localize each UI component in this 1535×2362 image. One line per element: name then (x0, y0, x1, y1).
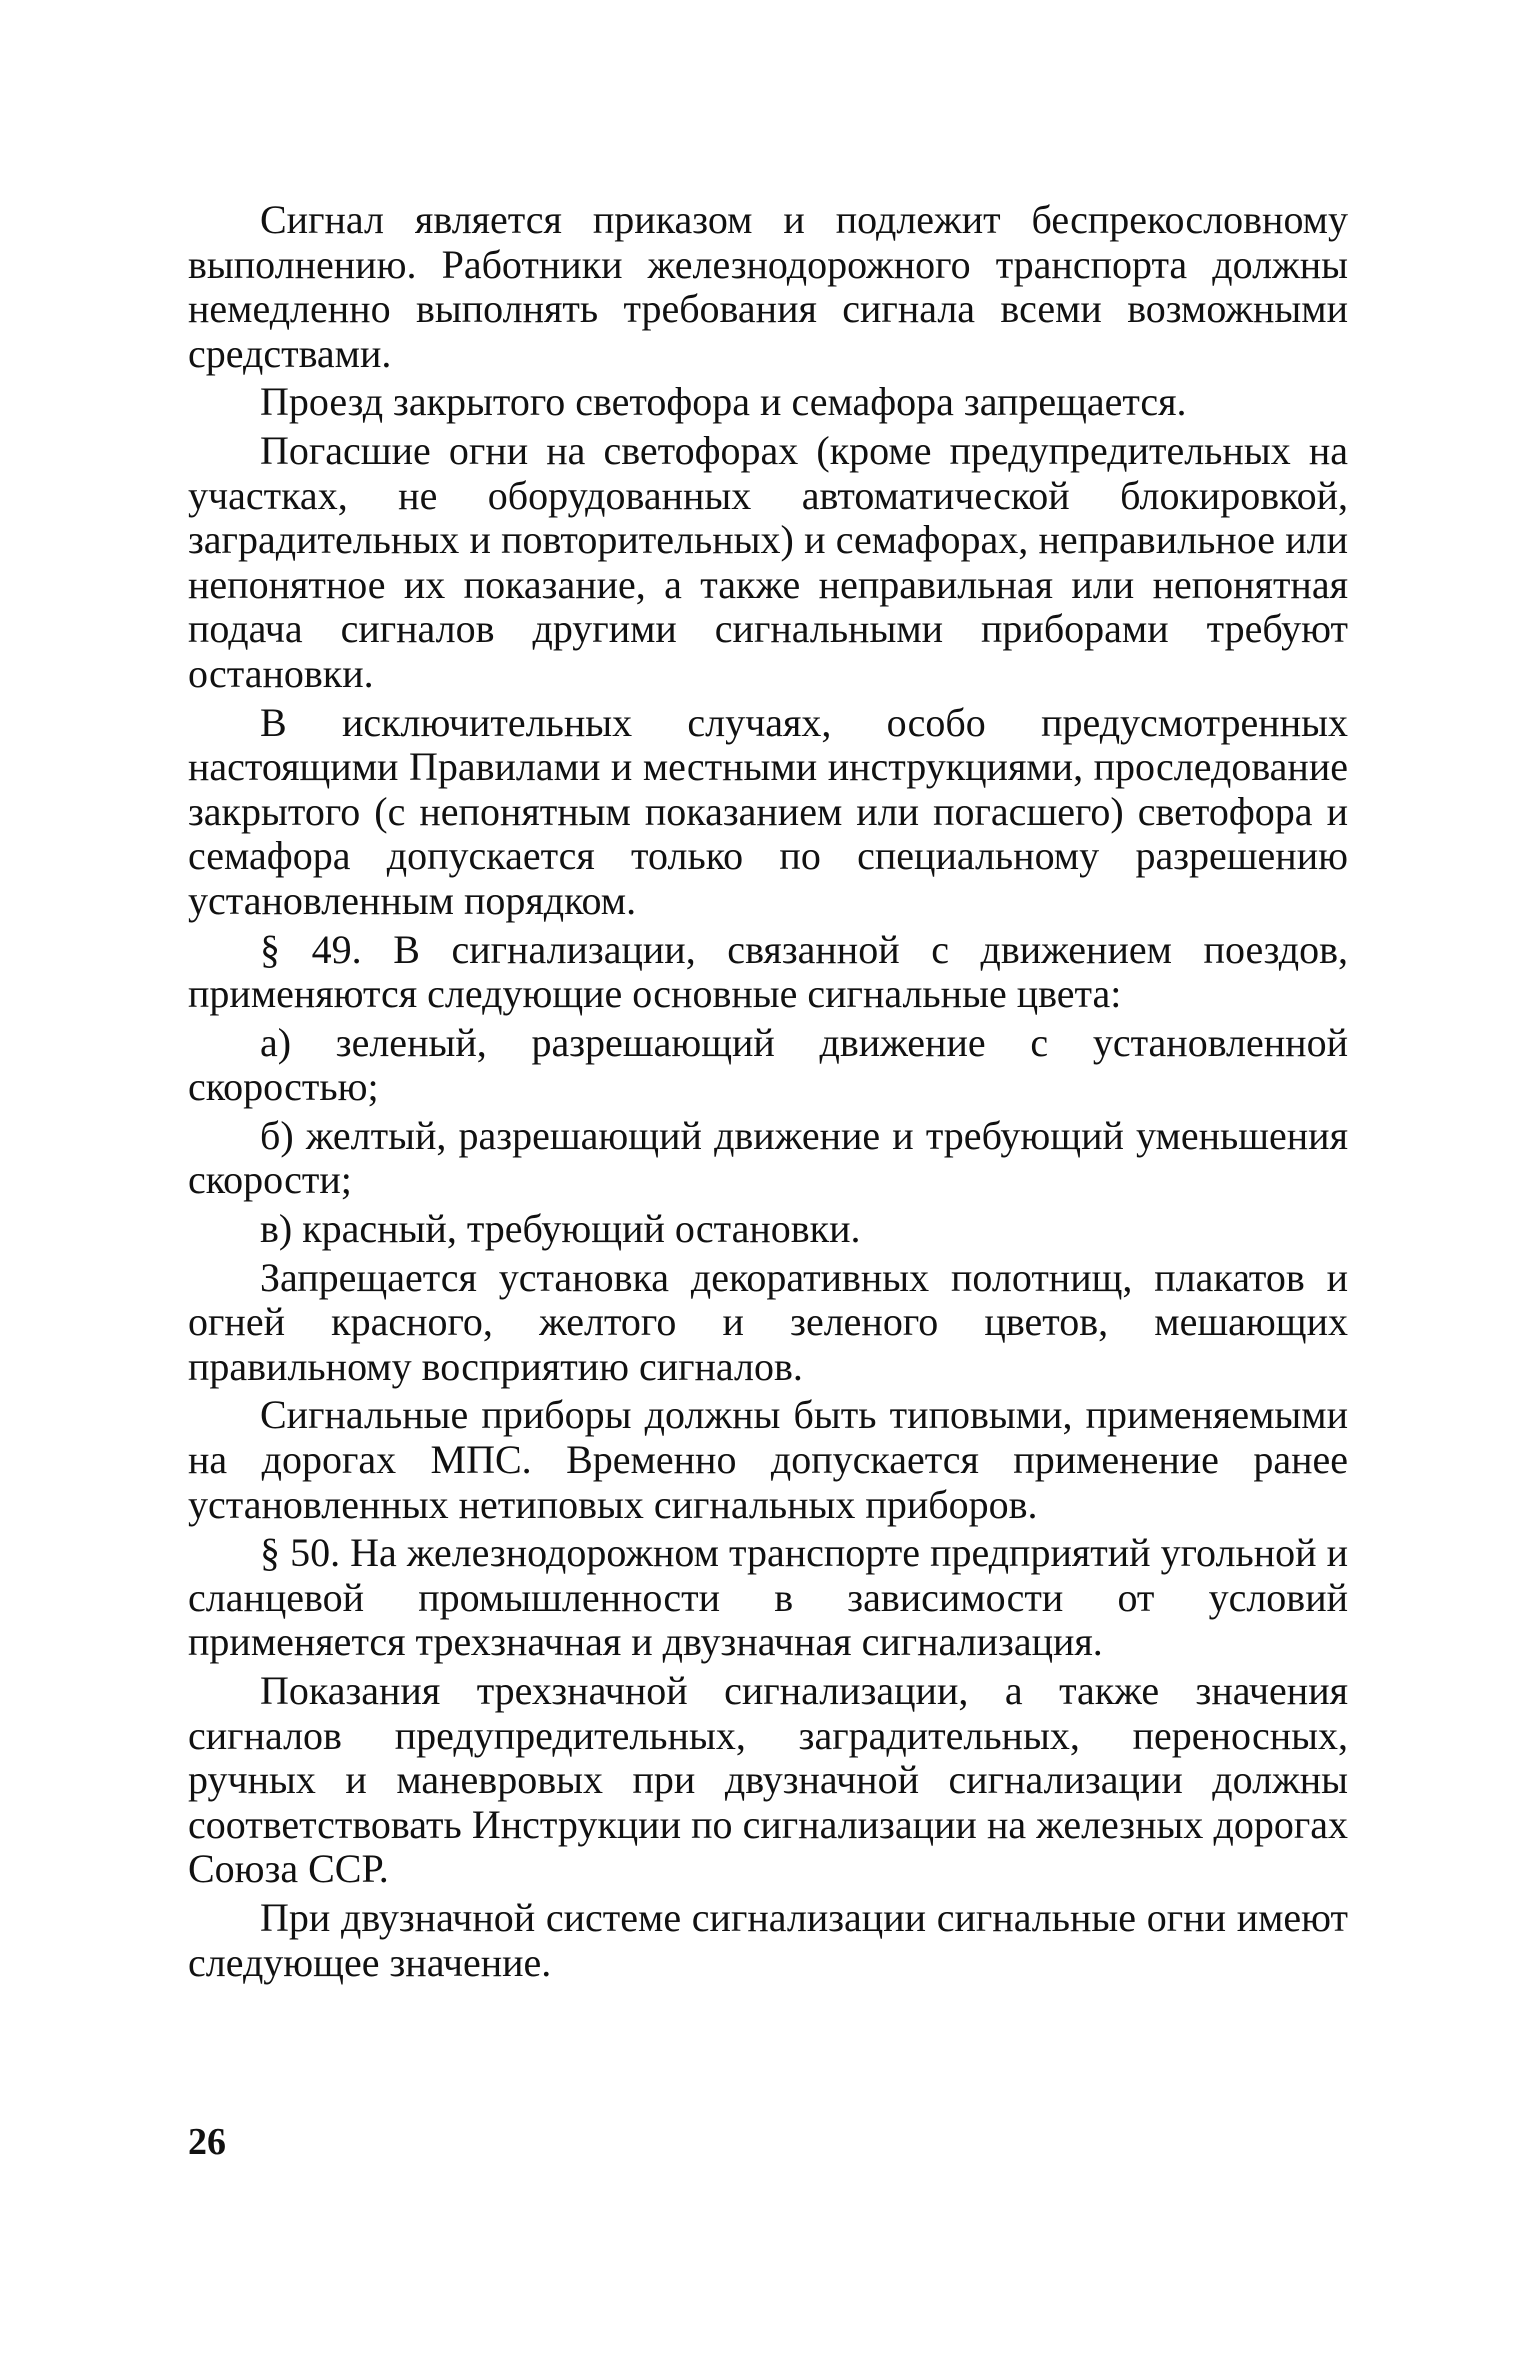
paragraph-standard-devices: Сигнальные приборы должны быть типовыми, применяемыми на дорогах МПС. Временно допускается применение ранее установленных нетиповых сигнальных приборов. (188, 1392, 1348, 1527)
paragraph-exceptional-cases: В исключительных случаях, особо предусмотренных настоящими Правилами и местными инструкциями, проследование закрытого (с непонятным показанием или погасшего) светофора и семафора допускается только по специальному разрешению установленным порядком. (188, 699, 1348, 923)
list-item-red: в) красный, требующий остановки. (260, 1206, 861, 1252)
paragraph-three-aspect: Показания трехзначной сигнализации, а также значения сигналов предупредительных, заградительных, переносных, ручных и маневровых при двузначной сигнализации должны соответствовать Инструкции по сигнализации на железных дорогах Союза ССР. (188, 1668, 1348, 1892)
page-number: 26 (188, 2121, 226, 2163)
paragraph-signal-order: Сигнал является приказом и подлежит беспрекословному выполнению. Работники железнодорожного транспорта должны немедленно выполнять требования сигнала всеми возможными средствами. (188, 197, 1348, 376)
body-text (188, 198, 1348, 1989)
paragraph-two-aspect: При двузначной системе сигнализации сигнальные огни имеют следующее значение. (188, 1894, 1348, 1985)
paragraph-closed-signal-ban: Проезд закрытого светофора и семафора запрещается. (260, 379, 1187, 425)
list-item-green: а) зеленый, разрешающий движение с установленной скоростью; (188, 1019, 1348, 1110)
paragraph-section-49: § 49. В сигнализации, связанной с движением поездов, применяются следующие основные сигнальные цвета: (188, 926, 1348, 1017)
paragraph-section-50: § 50. На железнодорожном транспорте предприятий угольной и сланцевой промышленности в зависимости от условий применяется трехзначная и двузначная сигнализация. (188, 1530, 1348, 1665)
paragraph-extinguished-lights: Погасшие огни на светофорах (кроме предупредительных на участках, не оборудованных автоматической блокировкой, заградительных и повторительных) и семафорах, неправильное или непонятное их показание, а также неправильная или непонятная подача сигналов другими сигнальными приборами требуют остановки. (188, 427, 1348, 696)
paragraph-decorative-ban: Запрещается установка декоративных полотнищ, плакатов и огней красного, желтого и зеленого цветов, мешающих правильному восприятию сигналов. (188, 1254, 1348, 1389)
list-item-yellow: б) желтый, разрешающий движение и требующий уменьшения скорости; (188, 1112, 1348, 1203)
